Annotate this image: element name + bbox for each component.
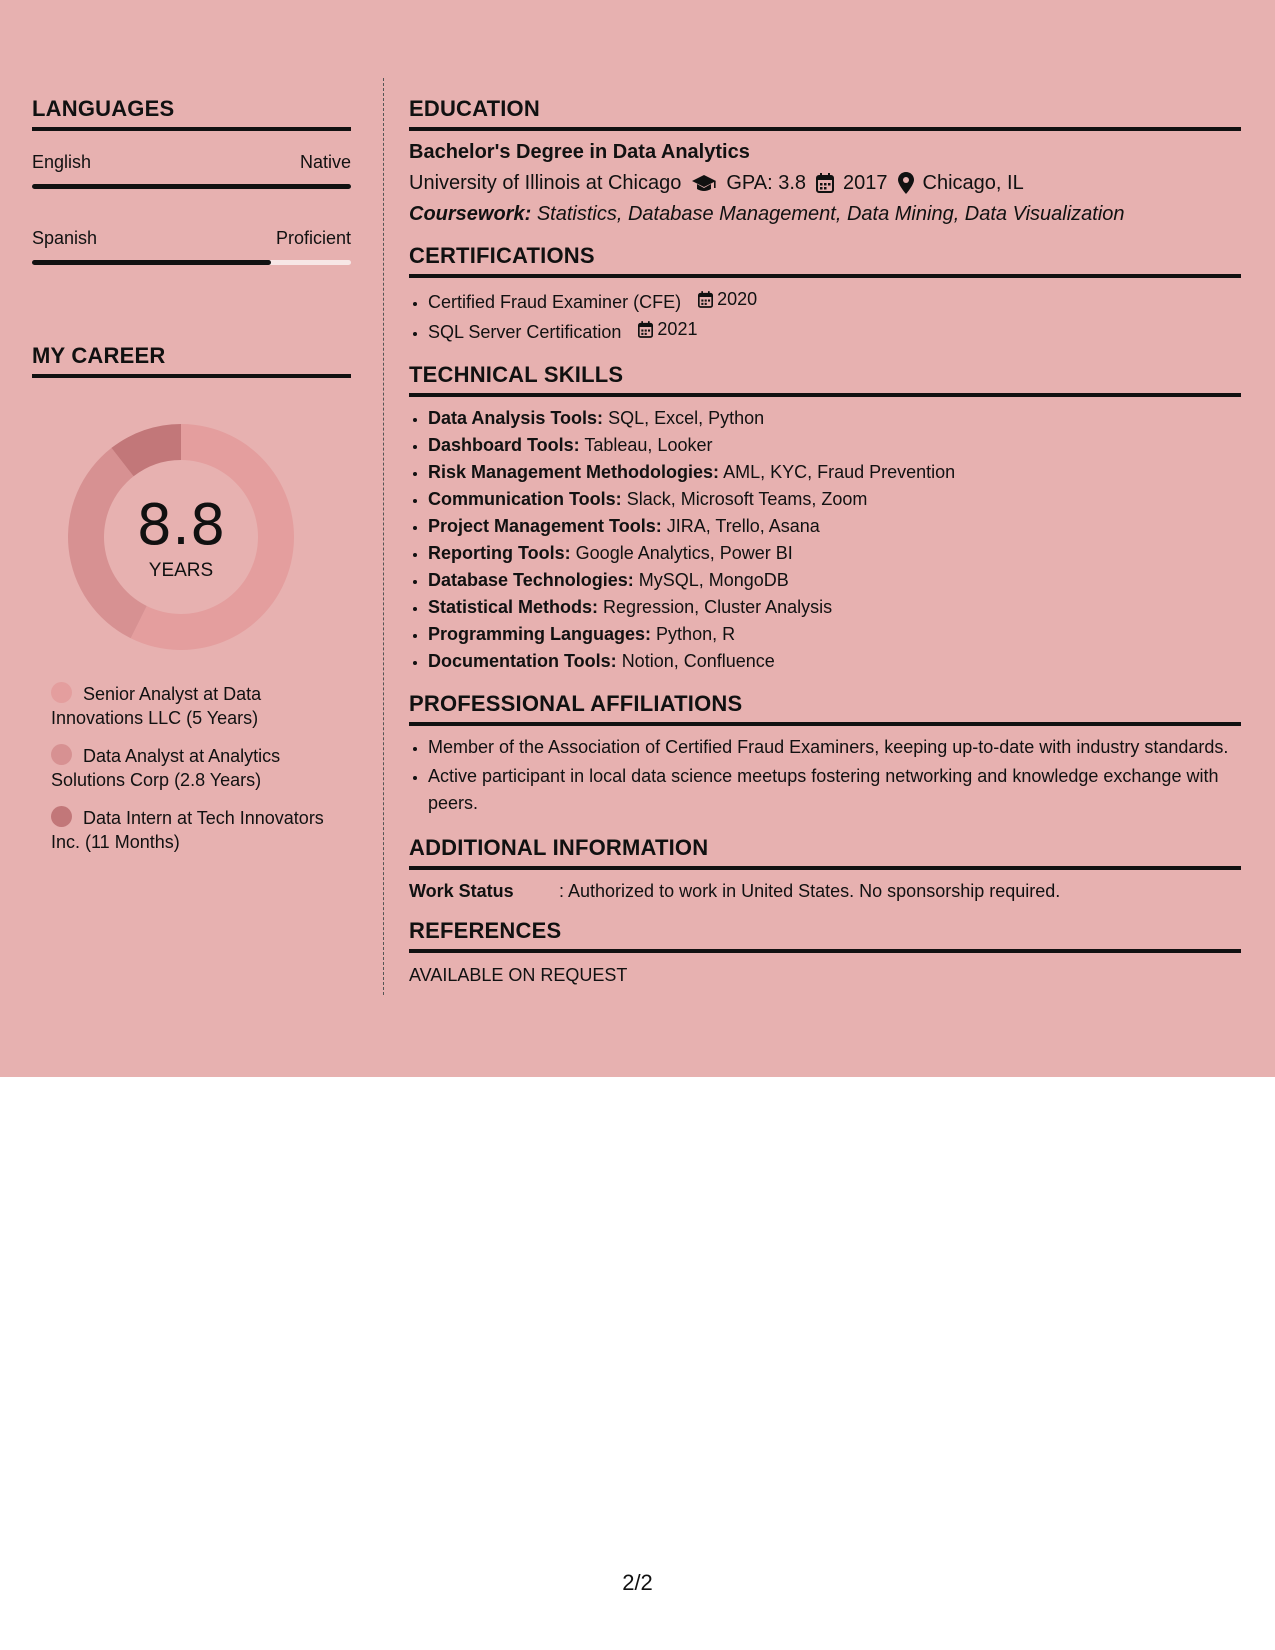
skill-label: Database Technologies:	[428, 570, 634, 590]
calendar-icon	[698, 291, 713, 308]
skill-label: Data Analysis Tools:	[428, 408, 604, 428]
career-legend	[51, 682, 341, 854]
skill-label: Documentation Tools:	[428, 651, 617, 671]
certification-year: 2020	[717, 289, 758, 309]
skill-item	[428, 459, 1241, 486]
skill-item	[428, 540, 1241, 567]
legend-item	[51, 682, 341, 730]
skill-label: Programming Languages:	[428, 624, 652, 644]
skill-label: Statistical Methods:	[428, 597, 599, 617]
certification-name: Certified Fraud Examiner (CFE)	[428, 292, 682, 312]
education-gpa: GPA: 3.8	[726, 172, 807, 194]
certification-item	[428, 316, 1241, 346]
skill-item	[428, 405, 1241, 432]
skill-item	[428, 432, 1241, 459]
skill-item	[428, 567, 1241, 594]
career-total-value: 8.8	[136, 493, 226, 558]
skill-value: Python, R	[656, 624, 736, 644]
skill-value: AML, KYC, Fraud Prevention	[723, 462, 956, 482]
skill-label: Communication Tools:	[428, 489, 622, 509]
language-level: Proficient	[275, 228, 351, 248]
affiliation-item: • Active participant in local data science meetups fostering networking and knowledge exchange with peers.	[428, 763, 1241, 817]
skill-item	[428, 648, 1241, 675]
language-bar-fill	[32, 260, 271, 265]
skills-list	[409, 405, 1241, 675]
skill-label: Risk Management Methodologies:	[428, 462, 720, 482]
language-bar-fill	[32, 184, 351, 189]
career-heading: MY CAREER	[32, 325, 351, 378]
certifications-heading: CERTIFICATIONS	[409, 227, 1241, 278]
languages-heading: LANGUAGES	[32, 78, 351, 131]
certification-item	[428, 286, 1241, 316]
legend-item	[51, 806, 341, 854]
work-status-value: : Authorized to work in United States. No sponsorship required.	[559, 881, 1061, 901]
skill-value: Tableau, Looker	[584, 435, 713, 455]
education-coursework	[409, 201, 1241, 227]
calendar-icon	[816, 173, 834, 193]
certification-name: SQL Server Certification	[428, 322, 622, 342]
skill-value: Slack, Microsoft Teams, Zoom	[626, 489, 868, 509]
right-column	[409, 78, 1241, 986]
skill-value: MySQL, MongoDB	[638, 570, 789, 590]
career-total-unit: YEARS	[148, 560, 214, 581]
references-heading: REFERENCES	[409, 902, 1241, 953]
additional-info-heading: ADDITIONAL INFORMATION	[409, 819, 1241, 870]
legend-label: Data Analyst at Analytics Solutions Corp (2.8 Years)	[51, 746, 281, 790]
certification-year: 2021	[657, 319, 698, 339]
affiliations-heading: PROFESSIONAL AFFILIATIONS	[409, 675, 1241, 726]
education-year: 2017	[843, 172, 888, 194]
legend-dot	[51, 744, 72, 765]
education-degree: Bachelor's Degree in Data Analytics	[409, 141, 750, 163]
left-column	[32, 78, 351, 868]
education-school: University of Illinois at Chicago	[409, 172, 682, 194]
skill-item	[428, 513, 1241, 540]
language-item	[32, 151, 351, 189]
legend-label: Data Intern at Tech Innovators Inc. (11 Months)	[51, 808, 324, 852]
career-donut-chart	[66, 422, 296, 652]
skill-item	[428, 621, 1241, 648]
skill-value: Regression, Cluster Analysis	[603, 597, 833, 617]
skill-value: Google Analytics, Power BI	[575, 543, 793, 563]
calendar-icon	[638, 321, 653, 338]
skill-label: Reporting Tools:	[428, 543, 571, 563]
page-number: 2/2	[622, 1570, 653, 1595]
language-bar	[32, 260, 351, 265]
skill-item	[428, 486, 1241, 513]
skill-label: Project Management Tools:	[428, 516, 662, 536]
language-item	[32, 227, 351, 265]
legend-item	[51, 744, 341, 792]
coursework-label: Coursework:	[409, 203, 532, 225]
education-location: Chicago, IL	[922, 172, 1024, 194]
work-status-label: Work Status	[409, 881, 514, 901]
legend-dot	[51, 806, 72, 827]
education-heading: EDUCATION	[409, 78, 1241, 131]
skill-value: Notion, Confluence	[621, 651, 775, 671]
legend-dot	[51, 682, 72, 703]
location-pin-icon	[898, 172, 914, 194]
column-divider	[383, 78, 384, 995]
language-bar	[32, 184, 351, 189]
skill-value: JIRA, Trello, Asana	[666, 516, 820, 536]
references-text: AVAILABLE ON REQUEST	[409, 965, 628, 985]
skill-value: SQL, Excel, Python	[608, 408, 765, 428]
certifications-list	[409, 286, 1241, 346]
skill-item	[428, 594, 1241, 621]
language-name: Spanish	[32, 228, 98, 248]
education-details	[409, 170, 1241, 196]
language-level: Native	[299, 152, 351, 172]
graduation-cap-icon	[691, 173, 717, 193]
legend-label: Senior Analyst at Data Innovations LLC (5 Years)	[51, 684, 262, 728]
coursework-list: Statistics, Database Management, Data Mining, Data Visualization	[536, 203, 1125, 225]
affiliations-list	[409, 734, 1241, 817]
work-status-row	[409, 880, 1241, 902]
language-name: English	[32, 152, 92, 172]
affiliation-item: • Member of the Association of Certified Fraud Examiners, keeping up-to-date with industry standards.	[428, 734, 1241, 761]
skill-label: Dashboard Tools:	[428, 435, 580, 455]
skills-heading: TECHNICAL SKILLS	[409, 346, 1241, 397]
